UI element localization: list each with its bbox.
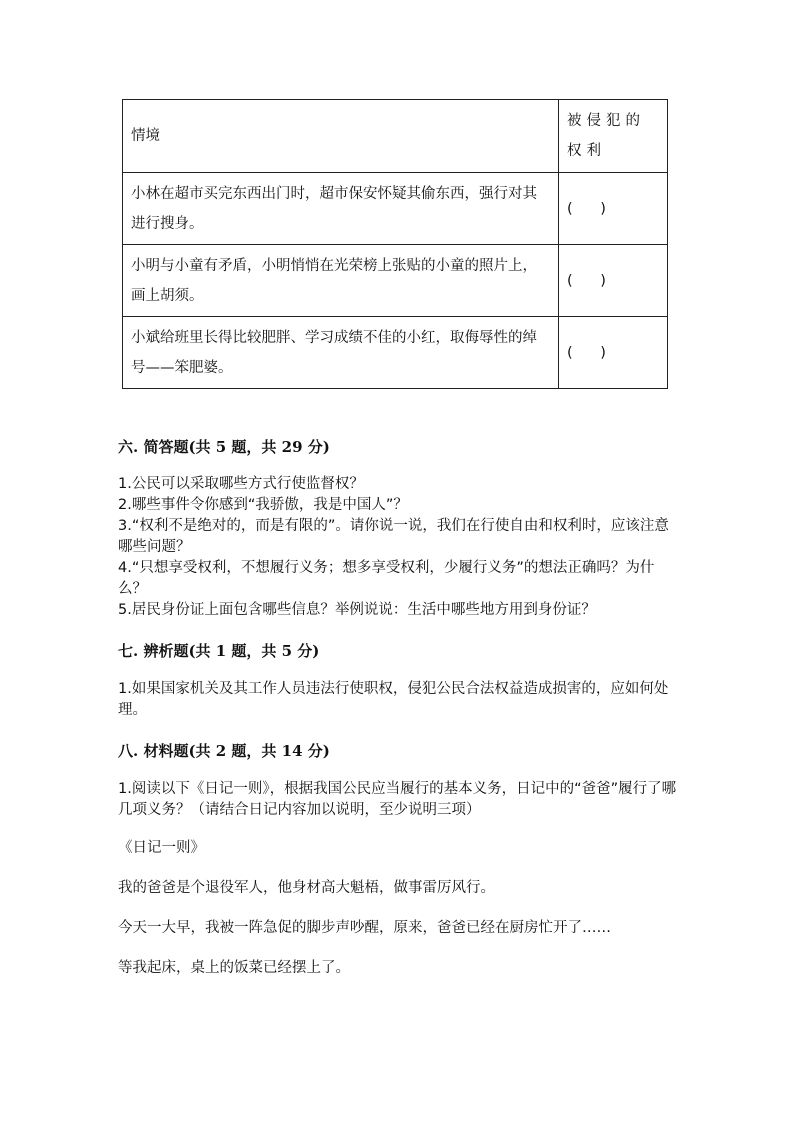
section-8-title: 八. 材料题(共 2 题，共 14 分) xyxy=(118,742,330,760)
section-7-title: 七. 辨析题(共 1 题，共 5 分) xyxy=(118,642,320,660)
situation-cell: 小明与小童有矛盾，小明悄悄在光荣榜上张贴的小童的照片上，画上胡须。 xyxy=(123,245,559,317)
question-6-4: 4.“只想享受权利，不想履行义务；想多享受权利，少履行义务”的想法正确吗？为什么？ xyxy=(118,560,655,597)
header-situation: 情境 xyxy=(123,100,559,173)
situation-cell: 小斌给班里长得比较肥胖、学习成绩不佳的小红，取侮辱性的绰号——笨肥婆。 xyxy=(123,317,559,389)
diary-title: 《日记一则》 xyxy=(118,840,205,856)
table-row xyxy=(123,317,668,389)
header-violated-right: 被侵犯的权利 xyxy=(559,100,668,173)
diary-line: 今天一大早，我被一阵急促的脚步声吵醒，原来，爸爸已经在厨房忙开了…… xyxy=(118,920,611,936)
question-6-1: 1.公民可以采取哪些方式行使监督权？ xyxy=(118,476,364,492)
situation-cell: 小林在超市买完东西出门时，超市保安怀疑其偷东西，强行对其进行搜身。 xyxy=(123,173,559,245)
question-8-1: 1.阅读以下《日记一则》，根据我国公民应当履行的基本义务，日记中的“爸爸”履行了哪几项义务？（请结合日记内容加以说明，至少说明三项） xyxy=(118,781,677,818)
answer-blank[interactable]: ( ) xyxy=(559,173,668,245)
question-6-5: 5.居民身份证上面包含哪些信息？举例说说：生活中哪些地方用到身份证？ xyxy=(118,602,596,618)
question-7-1: 1.如果国家机关及其工作人员违法行使职权，侵犯公民合法权益造成损害的，应如何处理。 xyxy=(118,681,669,718)
diary-line: 等我起床，桌上的饭菜已经摆上了。 xyxy=(118,960,350,976)
question-6-2: 2.哪些事件令你感到“我骄傲，我是中国人”？ xyxy=(118,497,408,513)
answer-blank[interactable]: ( ) xyxy=(559,245,668,317)
diary-line: 我的爸爸是个退役军人，他身材高大魁梧，做事雷厉风行。 xyxy=(118,880,495,896)
answer-blank[interactable]: ( ) xyxy=(559,317,668,389)
section-6-title: 六. 简答题(共 5 题，共 29 分) xyxy=(118,438,330,456)
table-row xyxy=(123,173,668,245)
question-6-3: 3.“权利不是绝对的，而是有限的”。请你说一说，我们在行使自由和权利时，应该注意哪些问题？ xyxy=(118,518,669,555)
rights-table xyxy=(122,99,668,389)
table-row xyxy=(123,245,668,317)
table-header-row xyxy=(123,100,668,173)
